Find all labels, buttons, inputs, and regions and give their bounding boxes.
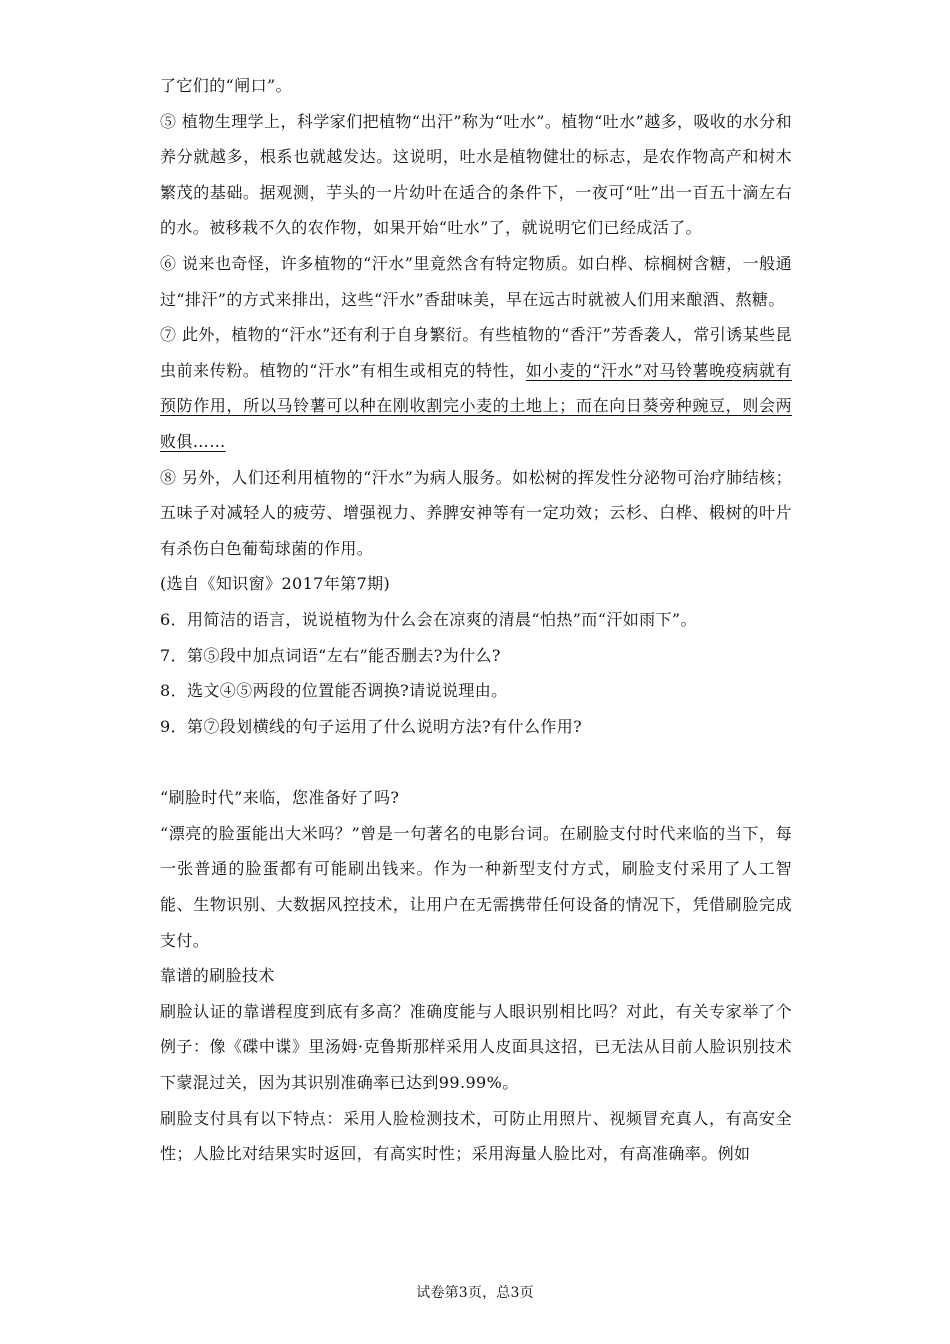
article-source: (选自《知识窗》2017年第7期) [160,574,391,594]
question-9: 9．第⑦段划横线的句子运用了什么说明方法?有什么作用? [160,716,583,736]
paragraph-5: ⑤ 植物生理学上，科学家们把植物“出汗”称为“吐水”。植物“吐水”越多，吸收的水分和养分就越多，根系也就越发达。这说明，吐水是植物健壮的标志，是农作物高产和树木繁茂的基础。据观测，芋头的一片幼叶在适合的条件下，一夜可“吐”出一百五十滴左右的水。被移栽不久的农作物，如果开始“吐水”了，就说明它们已经成活了。 [160,111,792,238]
paragraph-7 [160,317,792,459]
page-footer: 试卷第3页，总3页 [416,1285,534,1301]
paragraph-7-plain: ⑦ 此外，植物的“汗水”还有利于自身繁衍。有些植物的“香汗”芳香袭人，常引诱某些昆虫前来传粉。植物的“汗水”有相生或相克的特性， [160,325,792,380]
article-2-paragraph-2: 刷脸认证的靠谱程度到底有多高？准确度能与人眼识别相比吗？对此，有关专家举了个例子：像《碟中谍》里汤姆·克鲁斯那样采用人皮面具这招，已无法从目前人脸识别技术下蒙混过关，因为其识别准确率已达到99.99%。 [160,1001,792,1093]
paragraph-8: ⑧ 另外，人们还利用植物的“汗水”为病人服务。如松树的挥发性分泌物可治疗肺结核；五味子对减轻人的疲劳、增强视力、养脾安神等有一定功效；云杉、白桦、椴树的叶片有杀伤白色葡萄球菌的作用。 [160,467,792,558]
section-gap [160,744,792,780]
article-2-subtitle: 靠谱的刷脸技术 [160,966,275,986]
article-2-paragraph-3: 刷脸支付具有以下特点：采用人脸检测技术，可防止用照片、视频冒充真人，有高安全性；人脸比对结果实时返回，有高实时性；采用海量人脸比对，有高准确率。例如 [160,1108,792,1164]
question-7: 7．第⑤段中加点词语“左右”能否删去?为什么? [160,645,501,665]
question-6: 6．用简洁的语言，说说植物为什么会在凉爽的清晨“怕热”而“汗如雨下”。 [160,609,697,629]
paragraph-7-underlined-sentence: 如小麦的“汗水”对马铃薯晚疫病就有预防作用，所以马铃薯可以种在刚收割完小麦的土地上；而在向日葵旁种豌豆，则会两败俱…… [160,360,792,451]
article-2-title: “刷脸时代”来临，您准备好了吗? [160,788,400,808]
paragraph-4-end: 了它们的“闸口”。 [160,76,292,95]
article-2-paragraph-1: “漂亮的脸蛋能出大米吗？”曾是一句著名的电影台词。在刷脸支付时代来临的当下，每一张普通的脸蛋都有可能刷出钱来。作为一种新型支付方式，刷脸支付采用了人工智能、生物识别、大数据风控技术，让用户在无需携带任何设备的情况下，凭借刷脸完成支付。 [160,823,792,950]
paragraph-6: ⑥ 说来也奇怪，许多植物的“汗水”里竟然含有特定物质。如白桦、棕榈树含糖，一般通过“排汗”的方式来排出，这些“汗水”香甜味美，早在远古时就被人们用来酿酒、熬糖。 [160,253,792,309]
question-8: 8．选文④⑤两段的位置能否调换?请说说理由。 [160,681,508,701]
page-content [160,68,792,1172]
